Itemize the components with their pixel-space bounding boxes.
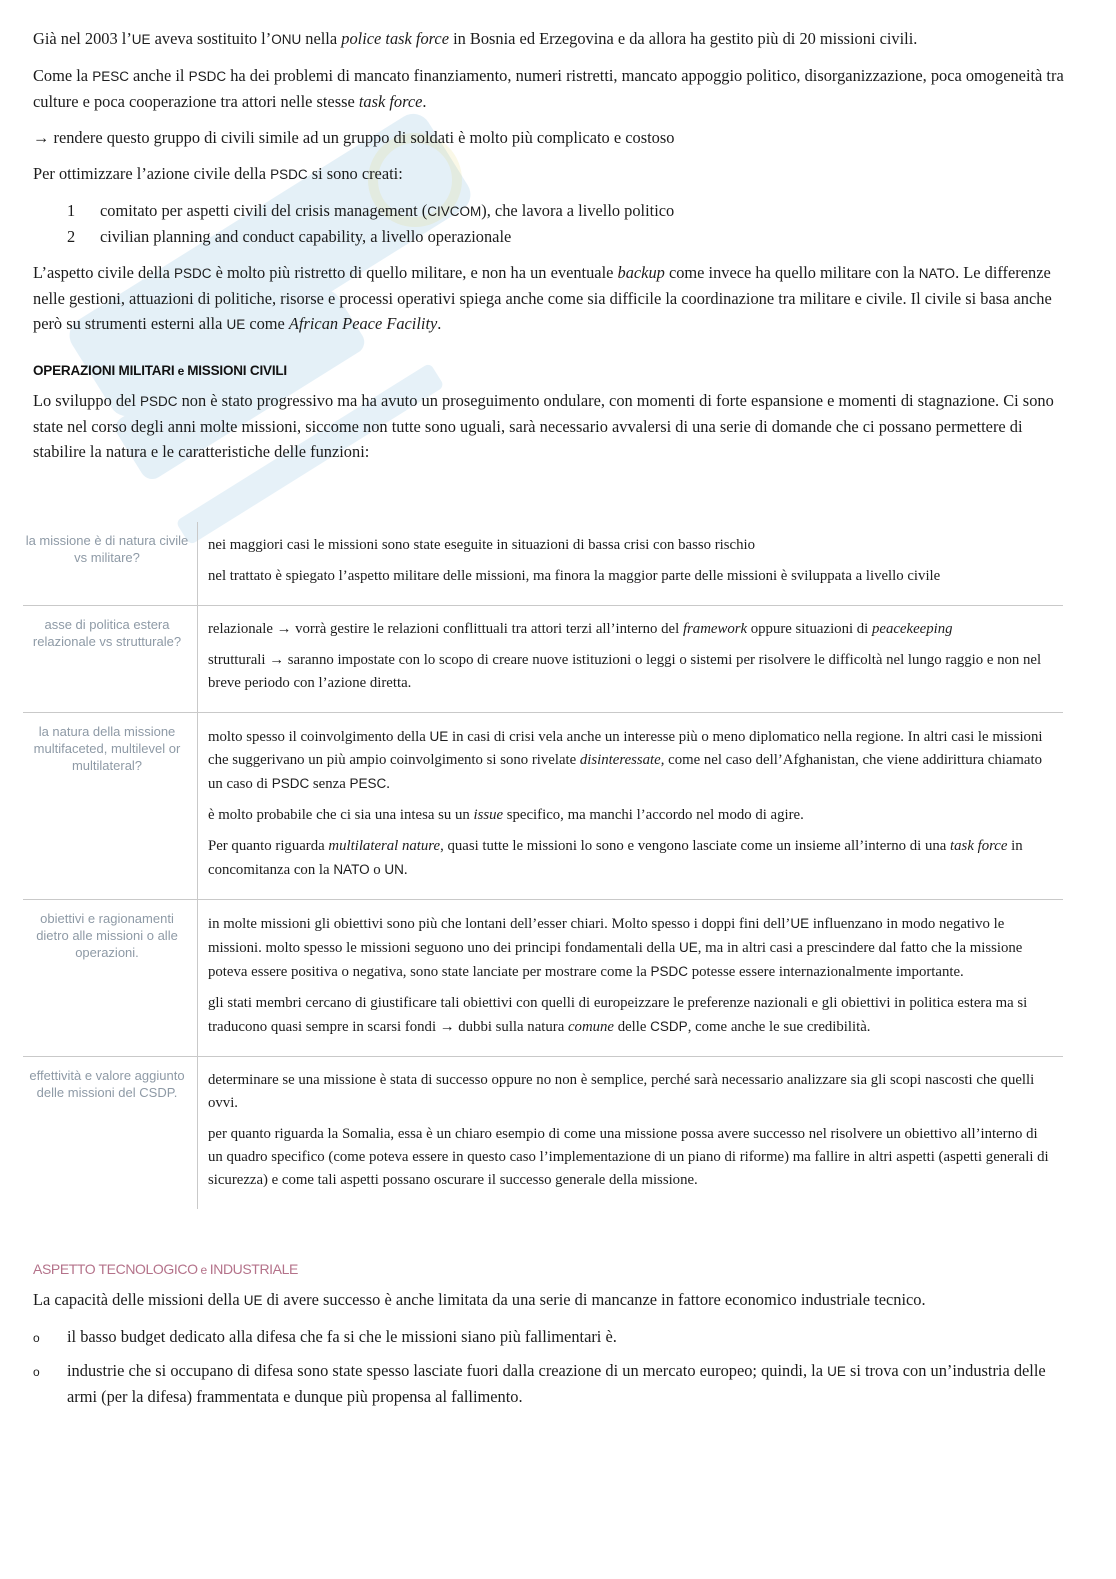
numbered-list [33, 198, 1074, 249]
list-item: o il basso budget dedicato alla difesa che fa si che le missioni siano più fallimentari è. [33, 1324, 1074, 1351]
answer-text: in molte missioni gli obiettivi sono più che lontani dell’esser chiari. Molto spesso i doppi fini dell’UE influenzano in modo negativo le missioni. molto spesso le missioni seguono uno dei principi fondamentali della UE, ma in altri casi a prescindere dal fatto che la missione poteva essere positiva o negativa, sono state lanciate per mostrare come la PSDC potesse essere internazionalmente importante. [208, 916, 1023, 980]
bullet-list [33, 1324, 1074, 1409]
section-heading-operations: OPERAZIONI MILITARI e MISSIONI CIVILI [33, 363, 287, 378]
question-cell: effettività e valore aggiunto delle missioni del CSDP. [23, 1057, 198, 1210]
paragraph-5: L’aspetto civile della PSDC è molto più ristretto di quello militare, e non ha un eventuale backup come invece ha quello militare con la NATO. Le differenze nelle gestioni, attuazioni di politiche, risorse e processi operativi spiega anche come sia difficile la coordinazione tra militare e civile. Il civile si basa anche però su strumenti esterni alla UE come African Peace Facility. [33, 263, 1052, 333]
table-row [23, 900, 1063, 1057]
paragraph-1: Già nel 2003 l’UE aveva sostituito l’ONU nella police task force in Bosnia ed Erzegovina e da allora ha gestito più di 20 missioni civili. [33, 29, 918, 48]
answer-text: Per quanto riguarda multilateral nature, quasi tutte le missioni lo sono e vengono lasciate come un insieme all’interno di una task force in concomitanza con la NATO o UN. [208, 838, 1023, 878]
list-item: 2 civilian planning and conduct capability, a livello operazionale [67, 227, 512, 246]
list-item: o industrie che si occupano di difesa sono state spesso lasciate fuori dalla creazione di un mercato europeo; quindi, la UE si trova con un’industria delle armi (per la difesa) frammentata e dunque più propensa al fallimento. [33, 1358, 1074, 1409]
answer-cell [198, 522, 1064, 606]
table-row [23, 606, 1063, 713]
table-row [23, 713, 1063, 900]
table-row [23, 1057, 1063, 1210]
answer-text: gli stati membri cercano di giustificare tali obiettivi con quelli di europeizzare le preferenze nazionali e gli obiettivi in politica estera ma si traducono quasi sempre in scarsi fondi → dubbi sulla natura comune delle CSDP, come anche le sue credibilità. [208, 995, 1028, 1035]
question-cell: obiettivi e ragionamenti dietro alle missioni o alle operazioni. [23, 900, 198, 1057]
paragraph-3: → rendere questo gruppo di civili simile ad un gruppo di soldati è molto più complicato e costoso [33, 128, 675, 147]
answer-text: molto spesso il coinvolgimento della UE in casi di crisi vela anche un interesse più o meno diplomatico nella regione. In altri casi le missioni che suggerivano un più ampio coinvolgimento si sono rivelate disinteressate, come nel caso dell’Afghanistan, che viene addirittura chiamato un caso di PSDC senza PESC. [208, 729, 1043, 792]
answer-cell [198, 1057, 1064, 1210]
paragraph-2: Come la PESC anche il PSDC ha dei problemi di mancato finanziamento, numeri ristretti, mancato appoggio politico, disorganizzazione, poca omogeneità tra culture e poca cooperazione tra attori nelle stesse task force. [33, 66, 1064, 111]
question-cell: la missione è di natura civile vs militare? [23, 522, 198, 606]
question-cell: asse di politica estera relazionale vs strutturale? [23, 606, 198, 713]
answer-cell [198, 713, 1064, 900]
section-heading-technology: ASPETTO TECNOLOGICO e INDUSTRIALE [33, 1261, 298, 1277]
bullet-icon: o [33, 1365, 40, 1379]
answer-cell [198, 606, 1064, 713]
bullet-icon: o [33, 1331, 40, 1345]
list-item: 1 comitato per aspetti civili del crisis management (CIVCOM), che lavora a livello politico [67, 201, 675, 220]
paragraph-6: Lo sviluppo del PSDC non è stato progressivo ma ha avuto un proseguimento ondulare, con momenti di forte espansione e momenti di stagnazione. Ci sono state nel corso degli anni molte missioni, siccome non tutte sono uguali, sarà necessario avvalersi di una serie di domande che ci possano permettere di stabilire la natura e le caratteristiche delle funzioni: [33, 391, 1054, 461]
table-row [23, 522, 1063, 606]
answer-text: per quanto riguarda la Somalia, essa è un chiaro esempio di come una missione possa avere successo nel risolvere un obiettivo all’interno di un quadro specifico (come poteva essere in questo caso l’implementazione di un piano di riforme) ma fallire in altri aspetti (aspetti generali di sicurezza) e come tali aspetti possano oscurare il successo generale della missione. [208, 1126, 1049, 1188]
answer-text: nel trattato è spiegato l’aspetto militare delle missioni, ma finora la maggior parte delle missioni è sviluppata a livello civile [208, 568, 941, 584]
question-cell: la natura della missione multifaceted, multilevel or multilateral? [23, 713, 198, 900]
answer-text: determinare se una missione è stata di successo oppure no non è semplice, perché sarà necessario analizzare sia gli scopi nascosti che quelli ovvi. [208, 1072, 1035, 1111]
answer-text: relazionale → vorrà gestire le relazioni conflittuali tra attori terzi all’interno del framework oppure situazioni di peacekeeping [208, 621, 953, 637]
answer-text: è molto probabile che ci sia una intesa su un issue specifico, ma manchi l’accordo nel modo di agire. [208, 807, 804, 823]
paragraph-4: Per ottimizzare l’azione civile della PSDC si sono creati: [33, 164, 403, 183]
answer-cell [198, 900, 1064, 1057]
answer-text: strutturali → saranno impostate con lo scopo di creare nuove istituzioni o leggi o sistemi per risolvere le difficoltà nel lungo raggio e non nel breve periodo con l’azione diretta. [208, 652, 1042, 691]
paragraph-7: La capacità delle missioni della UE di avere successo è anche limitata da una serie di mancanze in fattore economico industriale tecnico. [33, 1290, 926, 1309]
questions-table [23, 522, 1063, 1209]
answer-text: nei maggiori casi le missioni sono state eseguite in situazioni di bassa crisi con basso rischio [208, 537, 755, 553]
